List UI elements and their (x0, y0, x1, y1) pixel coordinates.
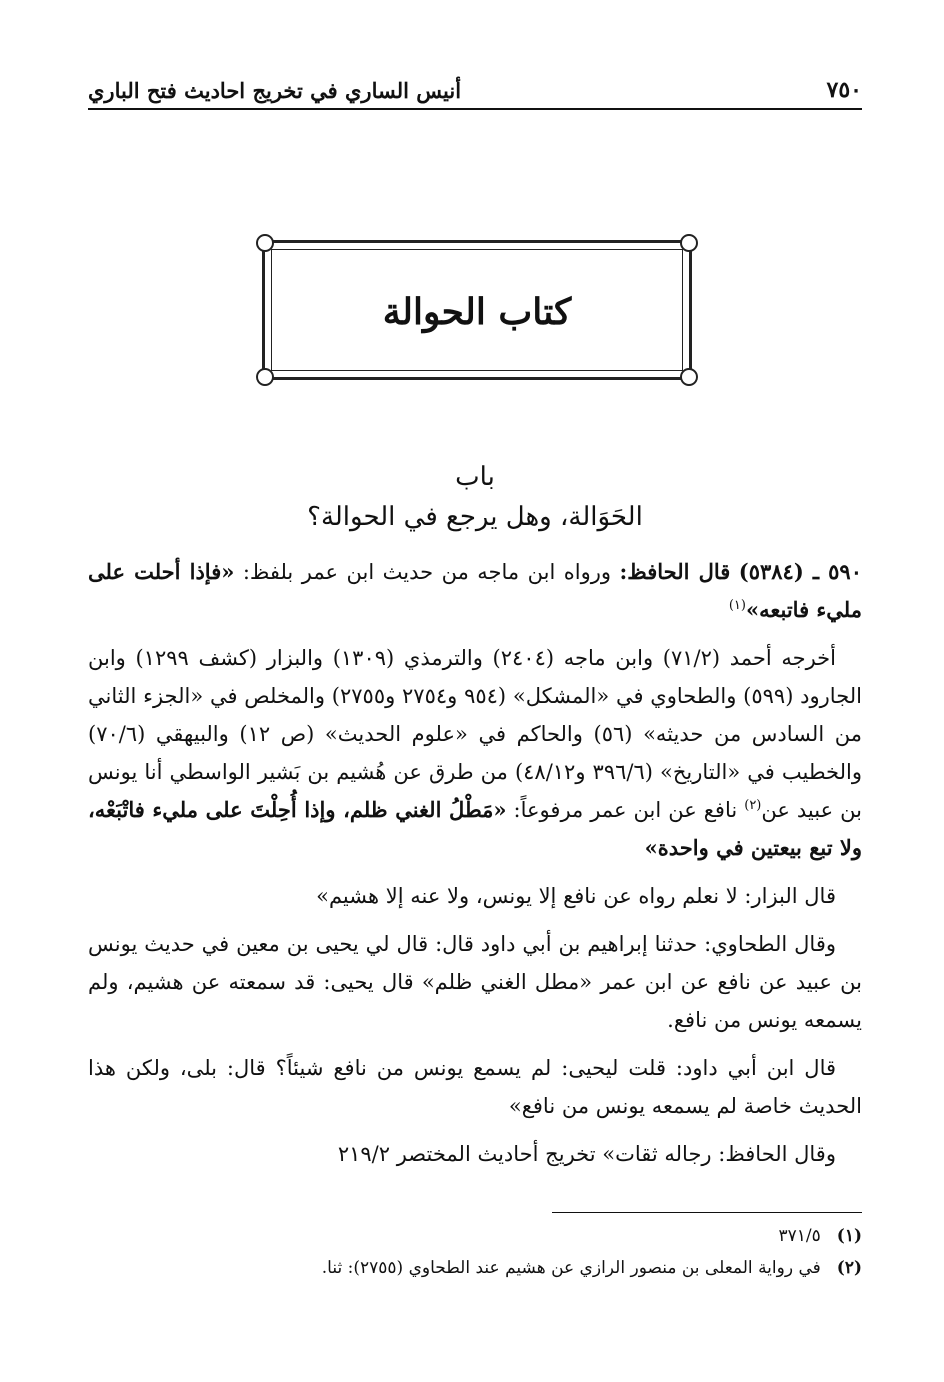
chapter-title-frame (262, 240, 692, 380)
takhrij-text-cont: نافع عن ابن عمر مرفوعاً: (506, 798, 745, 822)
footnote-ref-1: (١) (728, 598, 746, 613)
footnote-item (88, 1252, 862, 1284)
chapter-title: كتاب الحوالة (382, 291, 572, 333)
hafiz-paragraph: وقال الحافظ: رجاله ثقات» تخريج أحاديث المختصر ٢١٩/٢ (337, 1142, 836, 1166)
footnote-text: في رواية المعلى بن منصور الرازي عن هشيم عند الطحاوي (٢٧٥٥): ثنا. (321, 1258, 821, 1278)
footnote-item (88, 1220, 862, 1252)
footnote-ref-2: (٢) (744, 798, 762, 813)
takhrij-quote: «مَطْلُ الغني ظلم، وإذا أُحِلْتَ على مليء فاتْبَعْه، ولا تبع بيعتين في واحدة» (88, 797, 862, 860)
ibn-abi-dawud-paragraph: قال ابن أبي داود: قلت ليحيى: لم يسمع يونس من نافع شيئاً؟ قال: بلى، ولكن هذا الحديث خاصة لم يسمعه يونس من نافع» (88, 1056, 862, 1118)
book-title: أنيس الساري في تخريج احاديث فتح الباري (88, 77, 462, 103)
frame-corner-ornament (256, 368, 274, 386)
bazzar-paragraph: قال البزار: لا نعلم رواه عن نافع إلا يونس، ولا عنه إلا هشيم» (316, 884, 836, 908)
hadith-paragraph (88, 553, 862, 629)
hadith-number: ٥٩٠ ـ (٥٣٨٤) (738, 559, 862, 584)
footnote-number: (١) (836, 1226, 862, 1246)
footnotes (88, 1220, 862, 1284)
running-header (88, 72, 862, 110)
hadith-text: ورواه ابن ماجه من حديث ابن عمر بلفظ: (234, 560, 620, 584)
footnote-text: ٣٧١/٥ (778, 1226, 821, 1246)
hadith-lead: قال الحافظ: (619, 559, 731, 584)
frame-corner-ornament (680, 234, 698, 252)
main-text (88, 553, 862, 1183)
footnote-divider (552, 1212, 862, 1213)
tahawi-paragraph: وقال الطحاوي: حدثنا إبراهيم بن أبي داود قال: قال لي يحيى بن معين في حديث يونس بن عبيد عن نافع عن ابن عمر «مطل الغني ظلم» قال يحيى: قد سمعته عن هشيم، ولم يسمعه يونس من نافع. (88, 932, 862, 1032)
section-label: باب (455, 462, 495, 492)
takhrij-text: أخرجه أحمد (٧١/٢) وابن ماجه (٢٤٠٤) والترمذي (١٣٠٩) والبزار (كشف ١٢٩٩) وابن الجارود (٥٩٩) والطحاوي في «المشكل» (٩٥٤ و٢٧٥٤ و٢٧٥٥) والمخلص في «الجزء الثاني من السادس من حديثه» (٥٦) والحاكم في «علوم الحديث» (ص ١٢) والبيهقي (٧٠/٦) والخطيب في «التاريخ» (٣٩٦/٦ و٤٨/١٢) من طرق عن هُشيم بن بَشير الواسطي أنا يونس بن عبيد عن (88, 646, 862, 822)
section-title: الحَوَالة، وهل يرجع في الحوالة؟ (307, 502, 643, 532)
page-number: ٧٥٠ (826, 77, 862, 103)
hadith-quote: «فإذا أحلت على مليء فاتبعه» (88, 559, 862, 622)
takhrij-paragraph (88, 639, 862, 867)
footnote-number: (٢) (836, 1258, 862, 1278)
frame-corner-ornament (256, 234, 274, 252)
frame-corner-ornament (680, 368, 698, 386)
